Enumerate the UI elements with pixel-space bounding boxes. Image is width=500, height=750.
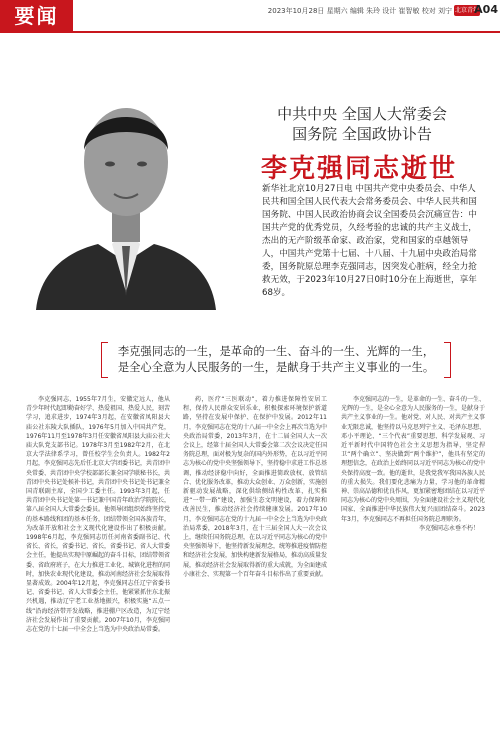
masthead-rule (73, 31, 500, 33)
pull-quote-right-bracket (444, 342, 451, 378)
headline-subtitle-line2: 国务院 全国政协讣告 (292, 125, 432, 143)
article-body (26, 395, 486, 750)
article-column-2 (183, 395, 327, 579)
portrait-figure-icon (26, 50, 226, 310)
headline-subtitle-line1: 中共中央 全国人大常委会 (277, 105, 447, 123)
pull-quote (101, 342, 451, 378)
article-paragraph: 李克强同志的一生，是革命的一生、奋斗的一生、光辉的一生，是全心全意为人民服务的一生，是献身于共产主义事业的一生。他对党、对人民、对共产主义事业无限忠诚，他坚持以马克思列宁主义、毛泽东思想、邓小平理论、“三个代表”重要思想、科学发展观、习近平新时代中国特色社会主义思想为指导，坚定捍卫“两个确立”、坚决做到“两个维护”，他具有坚定的理想信念，在政治上始终同以习近平同志为核心的党中央保持高度一致。他的逝世，是我党我军我国各族人民的重大损失。我们要化悲痛为力量，学习他的革命精神、崇高品德和优良作风，更加紧密地团结在以习近平同志为核心的党中央周围，为全面建设社会主义现代化国家、全面推进中华民族伟大复兴而团结奋斗。2023年3月，李克强同志不再担任国务院总理职务。 (341, 396, 486, 523)
pull-quote-left-bracket (101, 342, 108, 378)
article-column-3 (341, 395, 485, 533)
article-closing-line: 李克强同志永垂不朽！ (418, 524, 479, 532)
article-paragraph: 李克强同志，1955年7月生，安徽定远人，他从青少年时代起即勤奋好学、热爱祖国、热爱人民，刻苦学习，追求进步，1974年3月起，在安徽省凤阳县大庙公社东陵大队插队，1976年5月加入中国共产党，1976年11月至1978年3月任安徽省凤阳县大庙公社大庙大队党支部书记。1978年3月至1982年2月，在北京大学法律系学习，曾任校学生会负责人。1982年2月起，李克强同志先后任北京大学团委书记，共青团中央常委、共青团中央学校部部长兼全国学联秘书长，共青团中央书记处候补书记，共青团中央书记处书记兼全国青联副主席，全国少工委主任。1993年3月起，任共青团中央书记处第一书记兼中国青年政治学院院长，第八届全国人大常委会委员。他领导团组织始终坚持党的基本路线和团的基本任务，团结带领全国各族青年，为改革开放和社会主义现代化建设作出了积极贡献。1998年6月起，李克强同志历任河南省委副书记、代省长、省长，省委书记、省长，省委书记、省人大常委会主任，他提出实现中原崛起的奋斗目标，团结带领省委、省政府班子，在大力推进工业化、城镇化进程的同时，加快农业现代化建设，推动河南经济社会发展取得显著成效。2004年12月起，李克强同志任辽宁省委书记、省委书记、省人大常委会主任，他紧紧抓住东北振兴机遇，推动辽宁老工业基地振兴，积极实施“五点一线”沿海经济带开发战略，推进棚户区改造，为辽宁经济社会发展作出了重要贡献。2007年10月，李克强同志在党的十七届一中全会上当选为中央政治局常委。 (26, 396, 171, 634)
headline-title: 李克强同志逝世 (260, 154, 457, 184)
page-number: A04 (474, 3, 498, 16)
section-title: 要闻 (0, 0, 73, 33)
portrait-photo (26, 50, 226, 310)
masthead (0, 0, 500, 33)
headline-subtitle (262, 104, 462, 144)
lede-paragraph: 新华社北京10月27日电 中国共产党中央委员会、中华人民共和国全国人民代表大会常务委员会、中华人民共和国国务院、中国人民政治协商会议全国委员会沉痛宣告：中国共产党的优秀党员，久经考验的忠诚的共产主义战士，杰出的无产阶级革命家、政治家，党和国家的卓越领导人，中国共产党第十七届、十八届、十九届中央政治局常委，国务院原总理李克强同志，因突发心脏病，经全力抢救无效，于2023年10月27日0时10分在上海逝世，享年68岁。 (262, 184, 477, 298)
article-column-1 (26, 395, 170, 634)
article-paragraph: 药，医疗“三医联动”，着力推进保障性安居工程，保持人民群众安居乐业，积极探索环境保护新道路，坚持在发展中保护、在保护中发展。2012年11月，李克强同志在党的十八届一中全会上再次当选为中央政治局常委，2013年3月，在十二届全国人大一次会议上，经第十届全国人大常委会第二次会议决定任国务院总理，面对极为复杂的国内外形势，在以习近平同志为核心的党中央坚强领导下，坚持稳中求进工作总基调，推动经济稳中向好，全面推进简政放权、放管结合、优化服务改革，推动大众创业、万众创新，实施创新驱动发展战略，深化供给侧结构性改革，扎实推进“一带一路”建设，加强生态文明建设，着力保障和改善民生，推动经济社会持续健康发展。2017年10月，李克强同志在党的十九届一中全会上当选为中央政治局常委，2018年3月，在十三届全国人大一次会议上，继续任国务院总理，在以习近平同志为核心的党中央坚强领导下，他坚持新发展理念，统筹推进疫情防控和经济社会发展，加快构建新发展格局，推动高质量发展，推动经济社会发展取得新的重大成就，为全面建成小康社会、实现第一个百年奋斗目标作出了重要贡献。 (183, 396, 328, 578)
pull-quote-text: 李克强同志的一生，是革命的一生、奋斗的一生、光辉的一生，是全心全意为人民服务的一生，是献身于共产主义事业的一生。 (117, 345, 435, 374)
edition-info: 2023年10月28日 星期六 编辑 朱玲 设计 崔智敏 校对 刘宁 (267, 7, 452, 15)
newspaper-badge: 北京青年报 (454, 7, 479, 25)
